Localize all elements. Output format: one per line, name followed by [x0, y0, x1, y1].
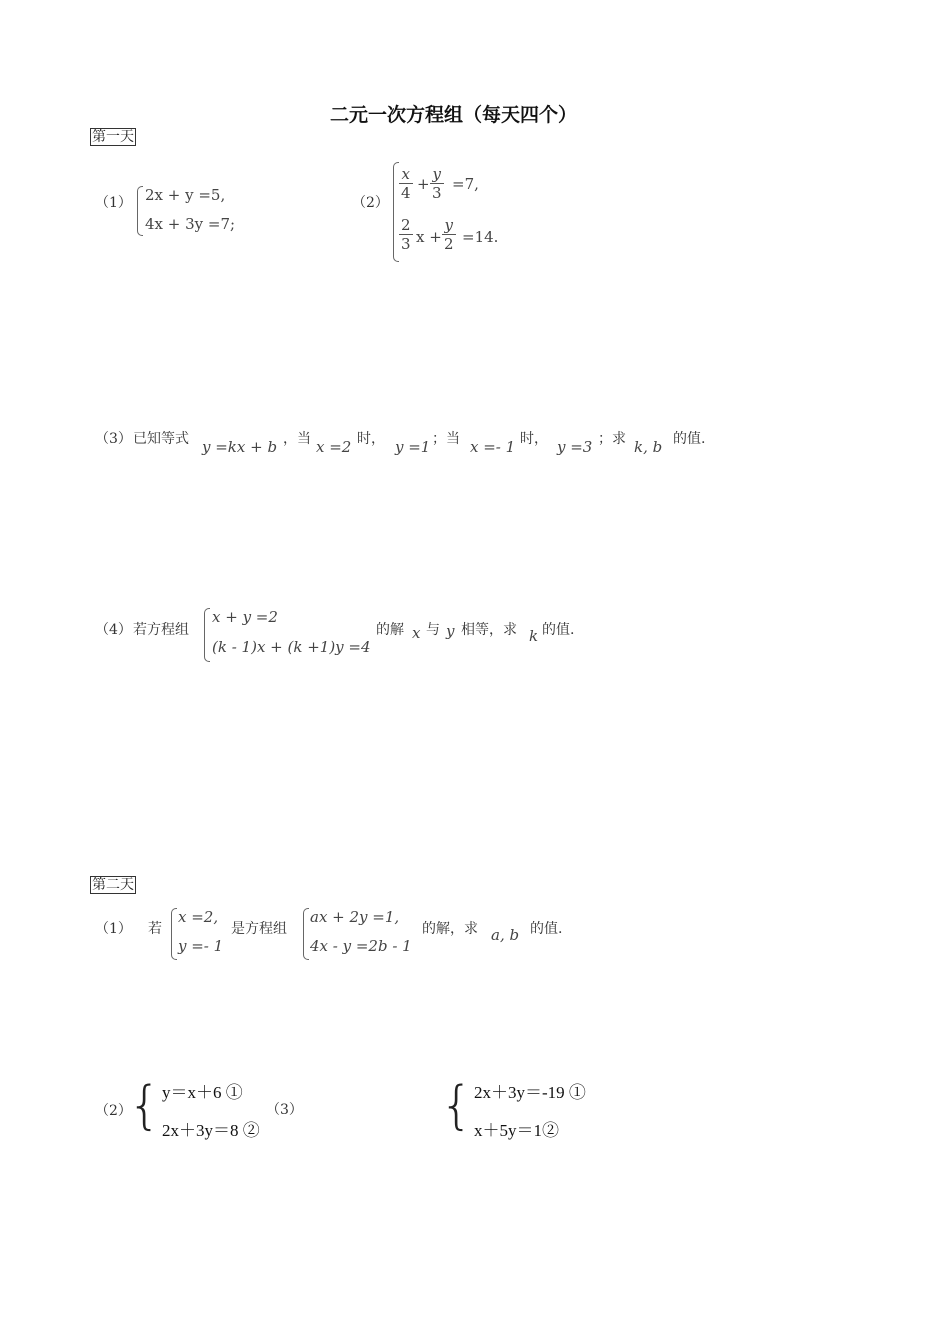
day-label-1: 第一天 — [92, 129, 134, 145]
problem-2-number: （2） — [95, 1103, 132, 1119]
equation: y＝x＋6 ① — [162, 1083, 243, 1102]
equation-rhs: =7, — [452, 175, 479, 193]
equation: y =- 1 — [178, 937, 224, 955]
problem-3-number: （3） — [266, 1102, 303, 1118]
math: a, b — [491, 926, 520, 944]
brace: { — [128, 1076, 162, 1136]
day-label-2: 第二天 — [92, 877, 134, 893]
equation: (k - 1)x + (k +1)y =4 — [212, 638, 371, 656]
math: y =kx + b — [202, 438, 278, 456]
text: 的值. — [542, 622, 575, 638]
brace — [171, 908, 177, 960]
math: x =- 1 — [470, 438, 516, 456]
equation: 2x＋3y＝-19 ① — [474, 1083, 586, 1102]
math: x =2 — [316, 438, 352, 456]
fraction: y 2 — [444, 216, 454, 253]
brace: { — [440, 1076, 474, 1136]
brace — [303, 908, 309, 960]
text: 相等，求 — [461, 622, 517, 638]
equation: 4x + 3y =7; — [145, 215, 236, 233]
text: 的解，求 — [422, 921, 478, 937]
brace — [204, 608, 210, 662]
equation: 4x - y =2b - 1 — [310, 937, 412, 955]
problem-2-number: （2） — [352, 195, 389, 211]
math: y =3 — [557, 438, 593, 456]
math: y — [446, 622, 455, 640]
text: ；当 — [432, 431, 460, 447]
problem-1-number: （1） — [95, 195, 132, 211]
text: ，当 — [283, 431, 311, 447]
equation: x＋5y＝1② — [474, 1121, 559, 1140]
math: x — [412, 624, 421, 642]
text: 若 — [148, 921, 162, 937]
text: 与 — [426, 622, 440, 638]
text: 若方程组 — [133, 622, 189, 638]
text: 时， — [357, 431, 385, 447]
problem-1-number: （1） — [95, 921, 132, 937]
equation-rhs: =14. — [462, 228, 499, 246]
brace — [137, 186, 143, 236]
text: 已知等式 — [133, 431, 189, 447]
text: 是方程组 — [231, 921, 287, 937]
problem-4-number: （4） — [95, 622, 132, 638]
math: k, b — [634, 438, 663, 456]
text: 的值. — [673, 431, 706, 447]
equation: 2x + y =5, — [145, 186, 226, 204]
page-title: 二元一次方程组（每天四个） — [330, 104, 578, 126]
fraction: y 3 — [432, 165, 442, 202]
problem-3-number: （3） — [95, 431, 132, 447]
fraction: 2 3 — [401, 216, 411, 253]
math: k — [529, 627, 539, 645]
equation: x + y =2 — [212, 608, 278, 626]
operator: x + — [416, 228, 442, 246]
equation: 2x＋3y＝8 ② — [162, 1121, 260, 1140]
text: 的解 — [376, 622, 404, 638]
text: ；求 — [598, 431, 626, 447]
equation: x =2, — [178, 908, 219, 926]
math: y =1 — [395, 438, 431, 456]
fraction: x 4 — [401, 165, 411, 202]
text: 的值. — [530, 921, 563, 937]
equation: ax + 2y =1, — [310, 908, 400, 926]
text: 时， — [520, 431, 548, 447]
operator: + — [417, 175, 430, 193]
